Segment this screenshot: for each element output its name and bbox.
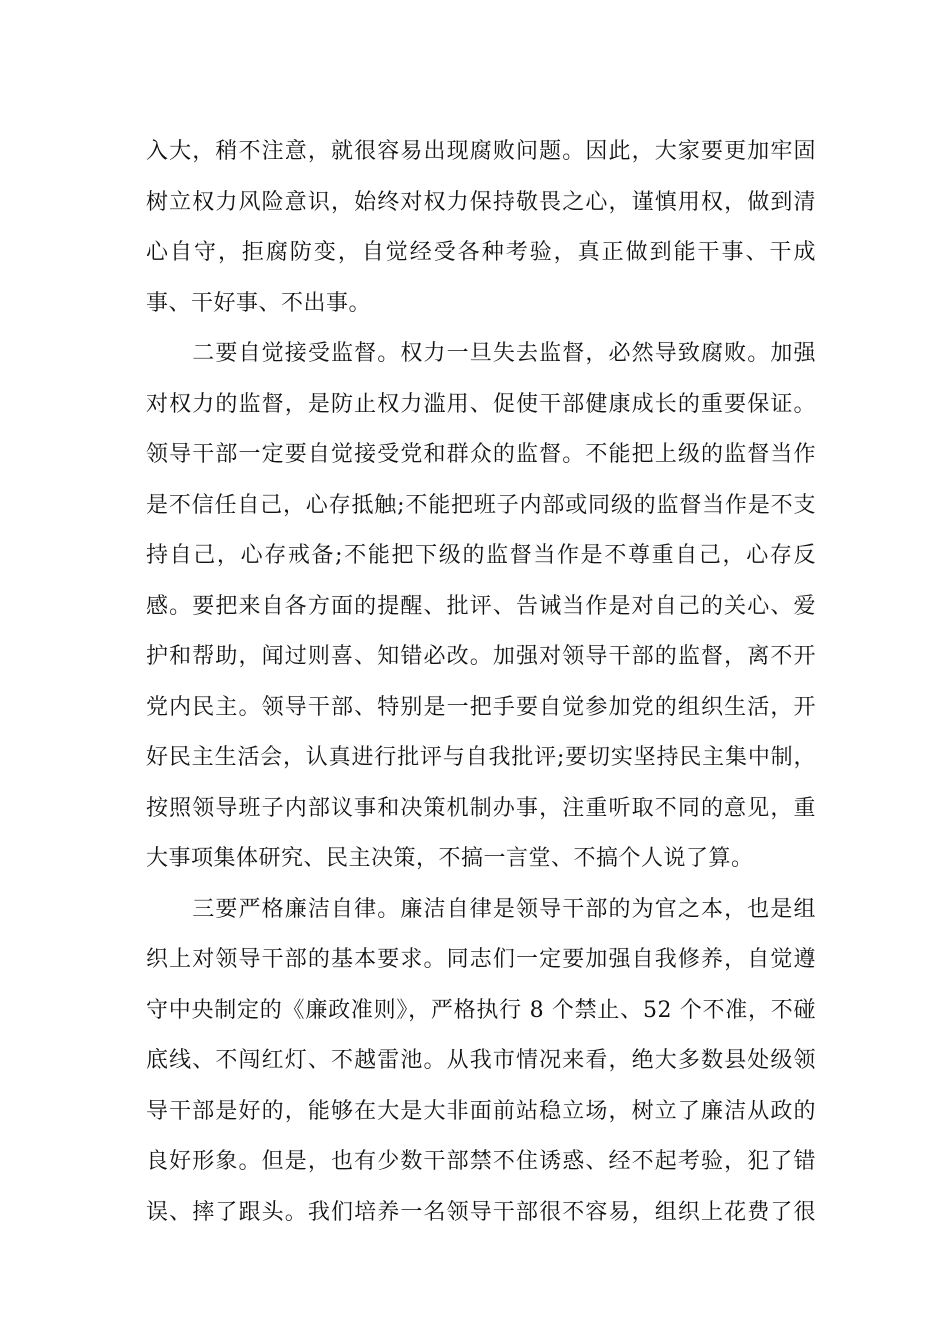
text-line: 按照领导班子内部议事和决策机制办事，注重听取不同的意见，重 <box>146 795 816 821</box>
text-line: 领导干部一定要自觉接受党和群众的监督。不能把上级的监督当作 <box>146 442 816 467</box>
text-line: 树立权力风险意识，始终对权力保持敬畏之心，谨慎用权，做到清 <box>146 189 816 215</box>
text-line: 导干部是好的，能够在大是大非面前站稳立场，树立了廉洁从政的 <box>146 1098 816 1124</box>
text-line: 误、摔了跟头。我们培养一名领导干部很不容易，组织上花费了很 <box>146 1199 816 1225</box>
text-line: 党内民主。领导干部、特别是一把手要自觉参加党的组织生活，开 <box>146 694 816 720</box>
text-line: 织上对领导干部的基本要求。同志们一定要加强自我修养，自觉遵 <box>146 947 816 972</box>
text-line: 三要严格廉洁自律。廉洁自律是领导干部的为官之本，也是组 <box>146 896 816 922</box>
text-line: 大事项集体研究、民主决策，不搞一言堂、不搞个人说了算。 <box>146 846 754 871</box>
text-line: 底线、不闯红灯、不越雷池。从我市情况来看，绝大多数县处级领 <box>146 1048 816 1073</box>
text-line: 事、干好事、不出事。 <box>146 290 372 316</box>
text-line: 心自守，拒腐防变，自觉经受各种考验，真正做到能干事、干成 <box>146 240 816 265</box>
text-line: 守中央制定的《廉政准则》，严格执行 8 个禁止、52 个不准，不碰 <box>146 997 816 1023</box>
text-line: 良好形象。但是，也有少数干部禁不住诱惑、经不起考验，犯了错 <box>146 1149 816 1174</box>
text-line: 二要自觉接受监督。权力一旦失去监督，必然导致腐败。加强 <box>146 341 816 366</box>
text-line: 对权力的监督，是防止权力滥用、促使干部健康成长的重要保证。 <box>146 391 816 417</box>
text-line: 好民主生活会，认真进行批评与自我批评;要切实坚持民主集中制， <box>146 745 816 770</box>
text-line: 感。要把来自各方面的提醒、批评、告诫当作是对自己的关心、爱 <box>146 593 816 619</box>
text-line: 持自己，心存戒备;不能把下级的监督当作是不尊重自己，心存反 <box>146 543 816 568</box>
text-line: 护和帮助，闻过则喜、知错必改。加强对领导干部的监督，离不开 <box>146 644 816 669</box>
body-text <box>146 127 816 1238</box>
text-line: 是不信任自己，心存抵触;不能把班子内部或同级的监督当作是不支 <box>146 492 816 518</box>
text-line: 入大，稍不注意，就很容易出现腐败问题。因此，大家要更加牢固 <box>146 139 816 164</box>
